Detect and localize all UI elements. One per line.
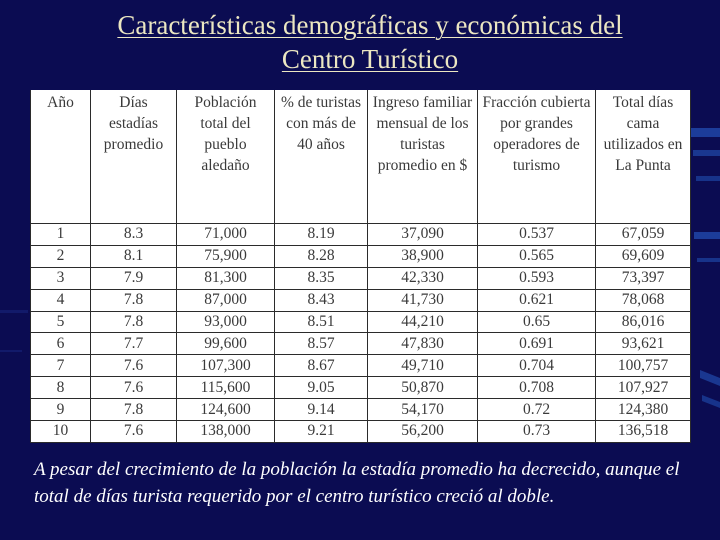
cell-total: 69,609: [596, 245, 691, 267]
cell-poblacion: 107,300: [177, 355, 275, 377]
cell-dias: 7.6: [91, 355, 177, 377]
cell-anio: 5: [31, 311, 91, 333]
cell-dias: 7.9: [91, 267, 177, 289]
cell-pct: 8.28: [275, 245, 368, 267]
cell-ingreso: 54,170: [368, 399, 478, 421]
cell-pct: 8.43: [275, 289, 368, 311]
table-row: [31, 355, 691, 377]
cell-pct: 8.57: [275, 333, 368, 355]
cell-dias: 7.8: [91, 311, 177, 333]
cell-ingreso: 37,090: [368, 224, 478, 246]
cell-anio: 7: [31, 355, 91, 377]
cell-fraccion: 0.691: [478, 333, 596, 355]
cell-total: 93,621: [596, 333, 691, 355]
cell-dias: 7.7: [91, 333, 177, 355]
cell-dias: 8.3: [91, 224, 177, 246]
cell-pct: 9.21: [275, 421, 368, 443]
title-line-1: Características demográficas y económicas del: [117, 10, 623, 40]
cell-anio: 2: [31, 245, 91, 267]
header-fraccion: Fracción cubierta por grandes operadores de turismo: [478, 90, 596, 224]
demographics-table: [30, 90, 691, 443]
cell-anio: 6: [31, 333, 91, 355]
header-dias-estadia: Días estadías promedio: [91, 90, 177, 224]
cell-poblacion: 81,300: [177, 267, 275, 289]
cell-ingreso: 47,830: [368, 333, 478, 355]
cell-ingreso: 38,900: [368, 245, 478, 267]
table-row: [31, 245, 691, 267]
cell-fraccion: 0.537: [478, 224, 596, 246]
cell-anio: 1: [31, 224, 91, 246]
cell-poblacion: 87,000: [177, 289, 275, 311]
cell-total: 136,518: [596, 421, 691, 443]
cell-ingreso: 42,330: [368, 267, 478, 289]
cell-fraccion: 0.565: [478, 245, 596, 267]
cell-pct: 8.35: [275, 267, 368, 289]
header-anio: Año: [31, 90, 91, 224]
cell-poblacion: 115,600: [177, 377, 275, 399]
cell-poblacion: 138,000: [177, 421, 275, 443]
cell-ingreso: 44,210: [368, 311, 478, 333]
cell-ingreso: 49,710: [368, 355, 478, 377]
table-row: [31, 421, 691, 443]
table-row: [31, 224, 691, 246]
cell-poblacion: 75,900: [177, 245, 275, 267]
cell-poblacion: 93,000: [177, 311, 275, 333]
cell-fraccion: 0.593: [478, 267, 596, 289]
cell-dias: 7.6: [91, 421, 177, 443]
cell-fraccion: 0.72: [478, 399, 596, 421]
table-row: [31, 377, 691, 399]
table-row: [31, 267, 691, 289]
cell-ingreso: 41,730: [368, 289, 478, 311]
table-row: [31, 333, 691, 355]
cell-total: 124,380: [596, 399, 691, 421]
conclusion-note: A pesar del crecimiento de la población la estadía promedio ha decrecido, aunque el total de días turista requerido por el centro turístico creció al doble.: [34, 459, 680, 507]
table-row: [31, 399, 691, 421]
cell-anio: 8: [31, 377, 91, 399]
cell-dias: 7.8: [91, 399, 177, 421]
cell-anio: 10: [31, 421, 91, 443]
cell-total: 86,016: [596, 311, 691, 333]
cell-total: 67,059: [596, 224, 691, 246]
cell-pct: 9.14: [275, 399, 368, 421]
cell-total: 107,927: [596, 377, 691, 399]
table-row: [31, 289, 691, 311]
header-total-dias-cama: Total días cama utilizados en La Punta: [596, 90, 691, 224]
cell-anio: 3: [31, 267, 91, 289]
cell-pct: 8.67: [275, 355, 368, 377]
cell-poblacion: 99,600: [177, 333, 275, 355]
cell-anio: 4: [31, 289, 91, 311]
header-ingreso: Ingreso familiar mensual de los turistas promedio en $: [368, 90, 478, 224]
cell-fraccion: 0.621: [478, 289, 596, 311]
table-header-row: [31, 90, 691, 224]
header-pct-turistas: % de turistas con más de 40 años: [275, 90, 368, 224]
cell-dias: 7.6: [91, 377, 177, 399]
title-line-2: Centro Turístico: [281, 44, 459, 74]
cell-pct: 8.19: [275, 224, 368, 246]
cell-dias: 7.8: [91, 289, 177, 311]
slide-title: [30, 8, 710, 76]
cell-ingreso: 56,200: [368, 421, 478, 443]
table-row: [31, 311, 691, 333]
cell-pct: 8.51: [275, 311, 368, 333]
cell-poblacion: 71,000: [177, 224, 275, 246]
cell-total: 100,757: [596, 355, 691, 377]
cell-total: 78,068: [596, 289, 691, 311]
cell-fraccion: 0.708: [478, 377, 596, 399]
cell-fraccion: 0.704: [478, 355, 596, 377]
cell-anio: 9: [31, 399, 91, 421]
header-poblacion: Población total del pueblo aledaño: [177, 90, 275, 224]
cell-fraccion: 0.73: [478, 421, 596, 443]
cell-ingreso: 50,870: [368, 377, 478, 399]
cell-poblacion: 124,600: [177, 399, 275, 421]
cell-dias: 8.1: [91, 245, 177, 267]
data-table-container: [30, 90, 690, 442]
cell-pct: 9.05: [275, 377, 368, 399]
cell-total: 73,397: [596, 267, 691, 289]
cell-fraccion: 0.65: [478, 311, 596, 333]
